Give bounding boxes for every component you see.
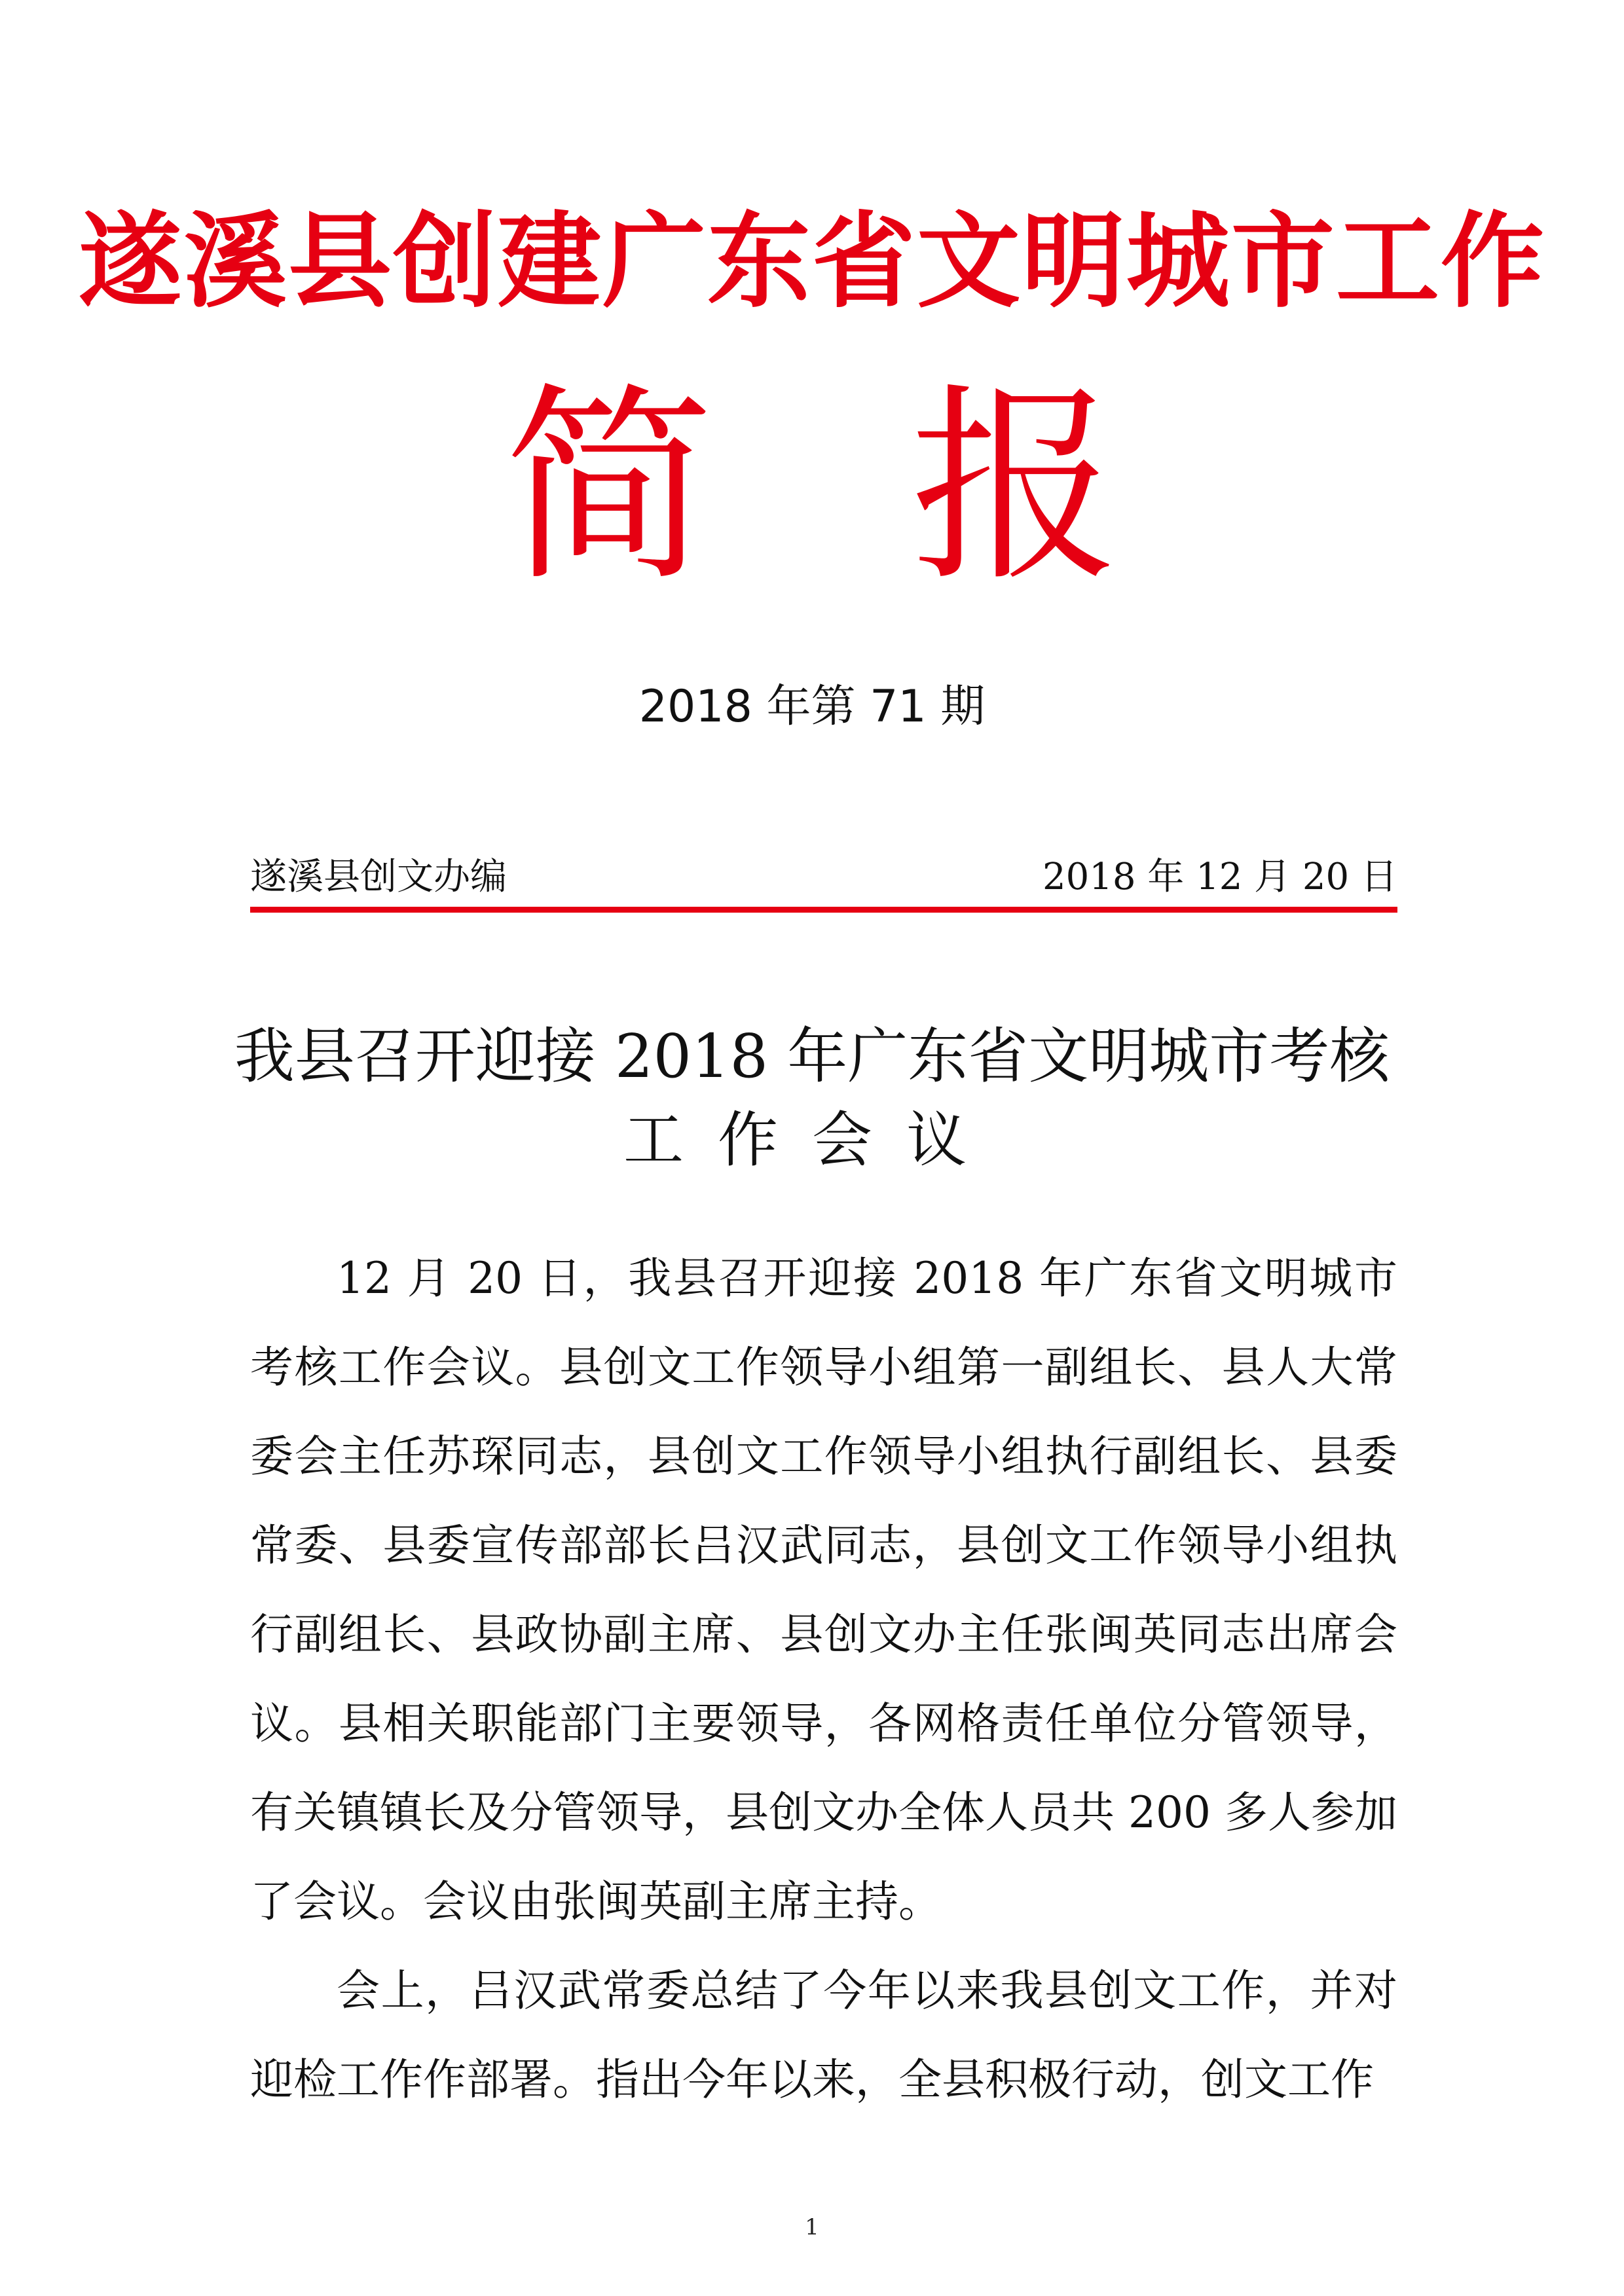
masthead-name-char-2: 报 xyxy=(910,366,1120,610)
red-divider xyxy=(250,907,1397,913)
masthead-name xyxy=(0,367,1624,609)
page-number: 1 xyxy=(805,2214,819,2240)
masthead-name-char-1: 简 xyxy=(504,366,714,610)
paragraph-2: 会上，吕汉武常委总结了今年以来我县创文工作，并对迎检工作作部署。指出今年以来，全县积极行动，创文工作 xyxy=(250,1965,1397,2105)
headline-line-2: 工作会议 xyxy=(623,1105,1001,1175)
article-headline xyxy=(196,1015,1428,1182)
masthead-title: 遂溪县创建广东省文明城市工作 xyxy=(79,202,1545,322)
editor-label: 遂溪县创文办编 xyxy=(250,856,507,898)
issue-date: 2018 年 12 月 20 日 xyxy=(1042,856,1397,898)
article-body xyxy=(250,1234,1397,2124)
paragraph-1: 12 月 20 日，我县召开迎接 2018 年广东省文明城市考核工作会议。县创文工作领导小组第一副组长、县人大常委会主任苏琛同志，县创文工作领导小组执行副组长、县委常委、县委宣传部部长吕汉武同志，县创文工作领导小组执行副组长、县政协副主席、县创文办主任张闽英同志出席会议。县相关职能部门主要领导，各网格责任单位分管领导，有关镇镇长及分管领导，县创文办全体人员共 200 多人参加了会议。会议由张闽英副主席主持。 xyxy=(250,1253,1397,1927)
headline-line-1: 我县召开迎接 2018 年广东省文明城市考核 xyxy=(234,1021,1390,1091)
meta-row xyxy=(250,851,1397,903)
issue-number: 2018 年第 71 期 xyxy=(638,681,986,733)
